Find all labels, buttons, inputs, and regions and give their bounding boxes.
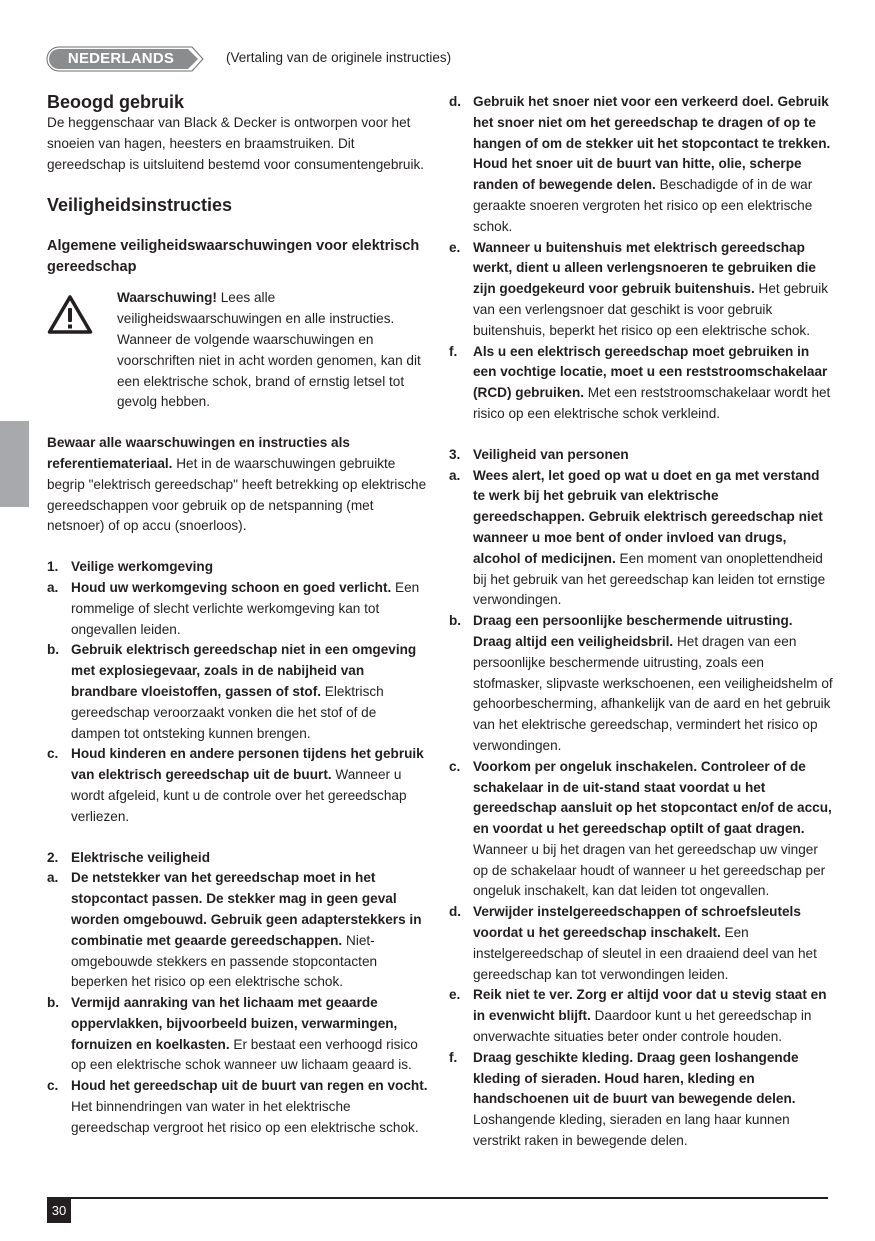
intended-use-text: De heggenschaar van Black & Decker is ontworpen voor het snoeien van hagen, heesters en braamstruiken. Dit gereedschap is uitsluitend bestemd voor consumentengebruik. <box>47 115 425 172</box>
section-number: 2. <box>47 849 59 865</box>
item-text <box>473 757 833 903</box>
item-text <box>473 985 833 1047</box>
section-heading-work-area <box>47 557 429 578</box>
item-label: a. <box>449 467 461 483</box>
item-bold: De netstekker van het gereedschap moet in het stopcontact passen. De stekker mag in geen geval worden omgebouwd. Gebruik geen adapterstekkers in combinatie met geaarde gereedschappen. <box>71 870 422 948</box>
list-item <box>47 1076 429 1138</box>
item-label: b. <box>449 613 462 629</box>
translation-note: (Vertaling van de originele instructies) <box>226 50 452 65</box>
item-body: Elektrisch gereedschap veroorzaakt vonken die het stof of de dampen tot ontsteking kunnen brengen. <box>71 683 384 741</box>
item-text <box>71 640 429 744</box>
warning-bold: Waarschuwing! <box>117 290 217 306</box>
item-bold: Houd kinderen en andere personen tijdens het gebruik van elektrisch gereedschap uit de buurt. <box>71 746 424 783</box>
item-label: f. <box>449 343 458 359</box>
list-item <box>449 92 833 238</box>
item-body: Daardoor kunt u het gereedschap in onverwachte situaties beter onder controle houden. <box>473 1008 812 1045</box>
item-text <box>473 92 833 238</box>
warning-body: Lees alle veiligheidswaarschuwingen en alle instructies. Wanneer de volgende waarschuwingen en voorschriften niet in acht worden genomen, kan dit een elektrische schok, brand of ernstig letsel tot gevolg hebben. <box>117 290 421 410</box>
item-label: e. <box>449 987 461 1003</box>
item-bold: Gebruik elektrisch gereedschap niet in een omgeving met explosiegevaar, zoals in de nabijheid van brandbare vloeistoffen, gassen of stof. <box>71 642 417 699</box>
item-text <box>71 993 429 1076</box>
side-language-tab <box>0 421 29 507</box>
list-item <box>47 868 429 993</box>
section-heading-text: Elektrische veiligheid <box>71 849 211 865</box>
item-bold: Draag geschikte kleding. Draag geen loshangende kleding of sieraden. Houd haren, kleding en handschoenen uit de buurt van bewegende delen. <box>473 1049 799 1107</box>
item-body: Loshangende kleding, sieraden en lang haar kunnen verstrikt raken in bewegende delen. <box>473 1112 790 1149</box>
list-item <box>47 640 429 744</box>
item-body: Wanneer u wordt afgeleid, kunt u de controle over het gereedschap verliezen. <box>71 767 407 824</box>
list-item <box>449 611 833 757</box>
item-body: Het binnendringen van water in het elektrische gereedschap vergroot het risico op een elektrische schok. <box>71 1099 419 1135</box>
item-body: Niet-omgebouwde stekkers en passende stopcontacten beperken het risico op een elektrische schok. <box>71 932 378 990</box>
item-bold: Reik niet te ver. Zorg er altijd voor dat u stevig staat en in evenwicht blijft. <box>473 987 827 1024</box>
section-heading-text: Veilige werkomgeving <box>71 559 214 575</box>
item-label: f. <box>449 1049 458 1065</box>
item-label: c. <box>47 746 59 762</box>
item-body: Het gebruik van een verlengsnoer dat geschikt is voor gebruik buitenshuis, beperkt het risico op een elektrische schok. <box>473 281 829 338</box>
section-heading-text: Veiligheid van personen <box>473 446 629 462</box>
list-item <box>449 902 833 985</box>
item-text <box>473 466 833 612</box>
item-body: Wanneer u bij het dragen van het gereedschap uw vinger op de schakelaar houdt of wanneer u het gereedschap per ongeluk inschakelt, kan dat leiden tot ongevallen. <box>473 841 826 899</box>
item-body: Het dragen van een persoonlijke beschermende uitrusting, zoals een stofmasker, slipvaste werkschoenen, een veiligheidshelm of gehoorbescherming, afhankelijk van de aard en het gebruik van het elektrische gereedschap, vermindert het risico op verwondingen. <box>473 633 833 753</box>
item-bold: Houd het gereedschap uit de buurt van regen en vocht. <box>71 1078 428 1094</box>
item-bold: Vermijd aanraking van het lichaam met geaarde oppervlakken, bijvoorbeeld buizen, verwarmingen, fornuizen en koelkasten. <box>71 995 398 1052</box>
item-label: e. <box>449 239 461 255</box>
item-label: a. <box>47 870 59 886</box>
item-bold: Draag een persoonlijke beschermende uitrusting. Draag altijd een veiligheidsbril. <box>473 613 793 649</box>
keep-instructions-bold: Bewaar alle waarschuwingen en instructies als referentiemateriaal. <box>47 435 350 471</box>
item-label: d. <box>449 904 462 920</box>
keep-instructions-body: Het in de waarschuwingen gebruikte begrip "elektrisch gereedschap" heeft betrekking op elektrische gereedschappen voor gebruik op de netspanning (met netsnoer) of op accu (snoerloos). <box>47 455 427 534</box>
item-body: Een rommelige of slecht verlichte werkomgeving kan tot ongevallen leiden. <box>71 579 420 637</box>
section-number: 1. <box>47 559 59 575</box>
keep-instructions-text <box>47 433 429 537</box>
list-item <box>47 993 429 1076</box>
section-number: 3. <box>449 446 461 462</box>
item-body: Een instelgereedschap of sleutel in een draaiend deel van het gereedschap kan tot verwondingen leiden. <box>473 925 817 982</box>
item-text <box>71 744 429 827</box>
item-text <box>473 238 833 342</box>
item-label: a. <box>47 579 59 595</box>
list-item <box>47 744 429 827</box>
item-body: Een moment van onoplettendheid bij het gebruik van het gereedschap kan leiden tot ernstige verwondingen. <box>473 550 826 608</box>
section-title-intended-use: Beoogd gebruik <box>47 92 185 112</box>
item-body: Beschadigde of in de war geraakte snoeren vergroten het risico op een elektrische schok. <box>473 177 813 234</box>
list-item <box>449 238 833 342</box>
language-badge <box>46 46 204 72</box>
list-item <box>449 1048 833 1152</box>
item-label: d. <box>449 94 462 109</box>
item-bold: Houd uw werkomgeving schoon en goed verlicht. <box>71 579 392 595</box>
item-text <box>71 1076 429 1138</box>
item-bold: Als u een elektrisch gereedschap moet gebruiken in een vochtige locatie, moet u een reststroomschakelaar (RCD) gebruiken. <box>473 343 828 401</box>
list-item <box>449 342 833 425</box>
item-text <box>71 868 429 993</box>
section-title-general-warnings: Algemene veiligheidswaarschuwingen voor elektrisch gereedschap <box>47 238 420 276</box>
page-number: 30 <box>47 1199 71 1223</box>
footer-rule <box>47 1197 828 1199</box>
item-text <box>473 342 833 425</box>
item-text <box>473 611 833 757</box>
item-text <box>473 902 833 985</box>
item-bold: Wees alert, let goed op wat u doet en ga met verstand te werk bij het gebruik van elektrische gereedschappen. Gebruik elektrisch gereedschap niet wanneer u moe bent of onder invloed van drugs, alcohol of medicijnen. <box>473 467 823 566</box>
item-bold: Gebruik het snoer niet voor een verkeerd doel. Gebruik het snoer niet om het gereedschap te dragen of op te hangen of om de stekker uit het stopcontact te trekken. Houd het snoer uit de buurt van hitte, olie, scherpe randen of bewegende delen. <box>473 94 831 193</box>
item-label: c. <box>449 758 461 774</box>
language-label: NEDERLANDS <box>67 50 175 67</box>
item-label: b. <box>47 642 60 658</box>
item-label: c. <box>47 1078 59 1094</box>
warning-triangle-icon <box>47 288 117 413</box>
list-item <box>449 985 833 1047</box>
item-body: Met een reststroomschakelaar wordt het risico op een elektrische schok verkleind. <box>473 385 831 421</box>
item-bold: Voorkom per ongeluk inschakelen. Controleer of de schakelaar in de uit-stand staat voordat u het gereedschap aansluit op het stopcontact en/of de accu, en voordat u het gereedschap optilt of gaat dragen. <box>473 758 832 837</box>
section-title-safety: Veiligheidsinstructies <box>47 195 233 216</box>
list-item <box>449 757 833 903</box>
item-label: b. <box>47 995 60 1011</box>
item-bold: Wanneer u buitenshuis met elektrisch gereedschap werkt, dient u alleen verlengsnoeren te gebruiken die zijn goedgekeurd voor gebruik buitenshuis. <box>473 239 816 297</box>
left-column <box>47 92 429 1139</box>
warning-block <box>47 288 429 413</box>
section-heading-electrical <box>47 848 429 869</box>
list-item <box>449 466 833 612</box>
list-item <box>47 578 429 640</box>
item-body: Er bestaat een verhoogd risico op een elektrische schok wanneer uw lichaam geaard is. <box>71 1036 418 1073</box>
section-heading-personal-safety <box>449 445 833 466</box>
right-column <box>449 92 833 1152</box>
item-text <box>473 1048 833 1152</box>
item-bold: Verwijder instelgereedschappen of schroefsleutels voordat u het gereedschap inschakelt. <box>473 904 801 941</box>
warning-text <box>117 288 429 413</box>
item-text <box>71 578 429 640</box>
